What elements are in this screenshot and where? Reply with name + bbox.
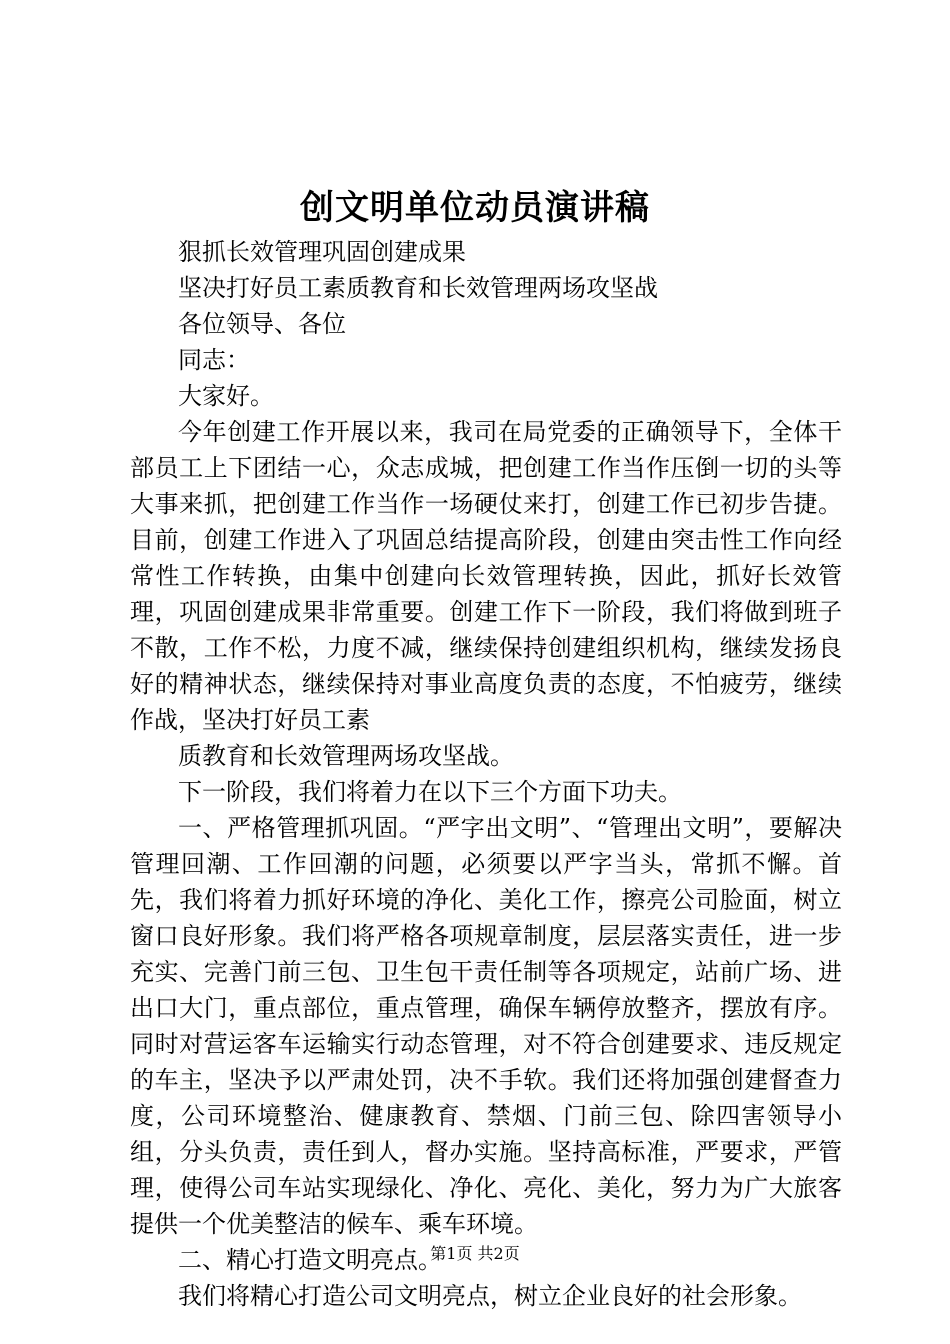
paragraph-body-2: 下一阶段，我们将着力在以下三个方面下功夫。 [178,778,682,806]
paragraph-greeting: 大家好。 [178,382,274,410]
page-footer: 第1页 共2页 [430,1244,520,1263]
paragraph-body-1-continued: 质教育和长效管理两场攻坚战。 [178,742,514,770]
paragraph-salutation-1: 各位领导、各位 [178,310,346,338]
paragraph-section-2-heading: 二、精心打造文明亮点。 [178,1246,442,1274]
document-body [130,234,842,1314]
paragraph-section-1: 一、严格管理抓巩固。“严字出文明”、“管理出文明”，要解决管理回潮、工作回潮的问题，必须要以严字当头，常抓不懈。首先，我们将着力抓好环境的净化、美化工作，擦亮公司脸面，树立窗口良好形象。我们将严格各项规章制度，层层落实责任，进一步充实、完善门前三包、卫生包干责任制等各项规定，站前广场、进出口大门，重点部位，重点管理，确保车辆停放整齐，摆放有序。同时对营运客车运输实行动态管理，对不符合创建要求、违反规定的车主，坚决予以严肃处罚，决不手软。我们还将加强创建督查力度，公司环境整治、健康教育、禁烟、门前三包、除四害领导小组，分头负责，责任到人，督办实施。坚持高标准，严要求，严管理，使得公司车站实现绿化、净化、亮化、美化，努力为广大旅客提供一个优美整洁的候车、乘车环境。 [130,814,842,1238]
paragraph-subtitle-1: 狠抓长效管理巩固创建成果 [178,238,466,266]
paragraph-subtitle-2: 坚决打好员工素质教育和长效管理两场攻坚战 [178,274,658,302]
paragraph-salutation-2: 同志： [178,346,250,374]
paragraph-section-2-body: 我们将精心打造公司文明亮点，树立企业良好的社会形象。 [178,1282,802,1310]
paragraph-body-1: 今年创建工作开展以来，我司在局党委的正确领导下，全体干部员工上下团结一心，众志成城，把创建工作当作压倒一切的头等大事来抓，把创建工作当作一场硬仗来打，创建工作已初步告捷。目前，创建工作进入了巩固总结提高阶段，创建由突击性工作向经常性工作转换，由集中创建向长效管理转换，因此，抓好长效管理，巩固创建成果非常重要。创建工作下一阶段，我们将做到班子不散，工作不松，力度不减，继续保持创建组织机构，继续发扬良好的精神状态，继续保持对事业高度负责的态度，不怕疲劳，继续作战，坚决打好员工素 [130,418,842,734]
page-title: 创文明单位动员演讲稿 [300,188,650,228]
